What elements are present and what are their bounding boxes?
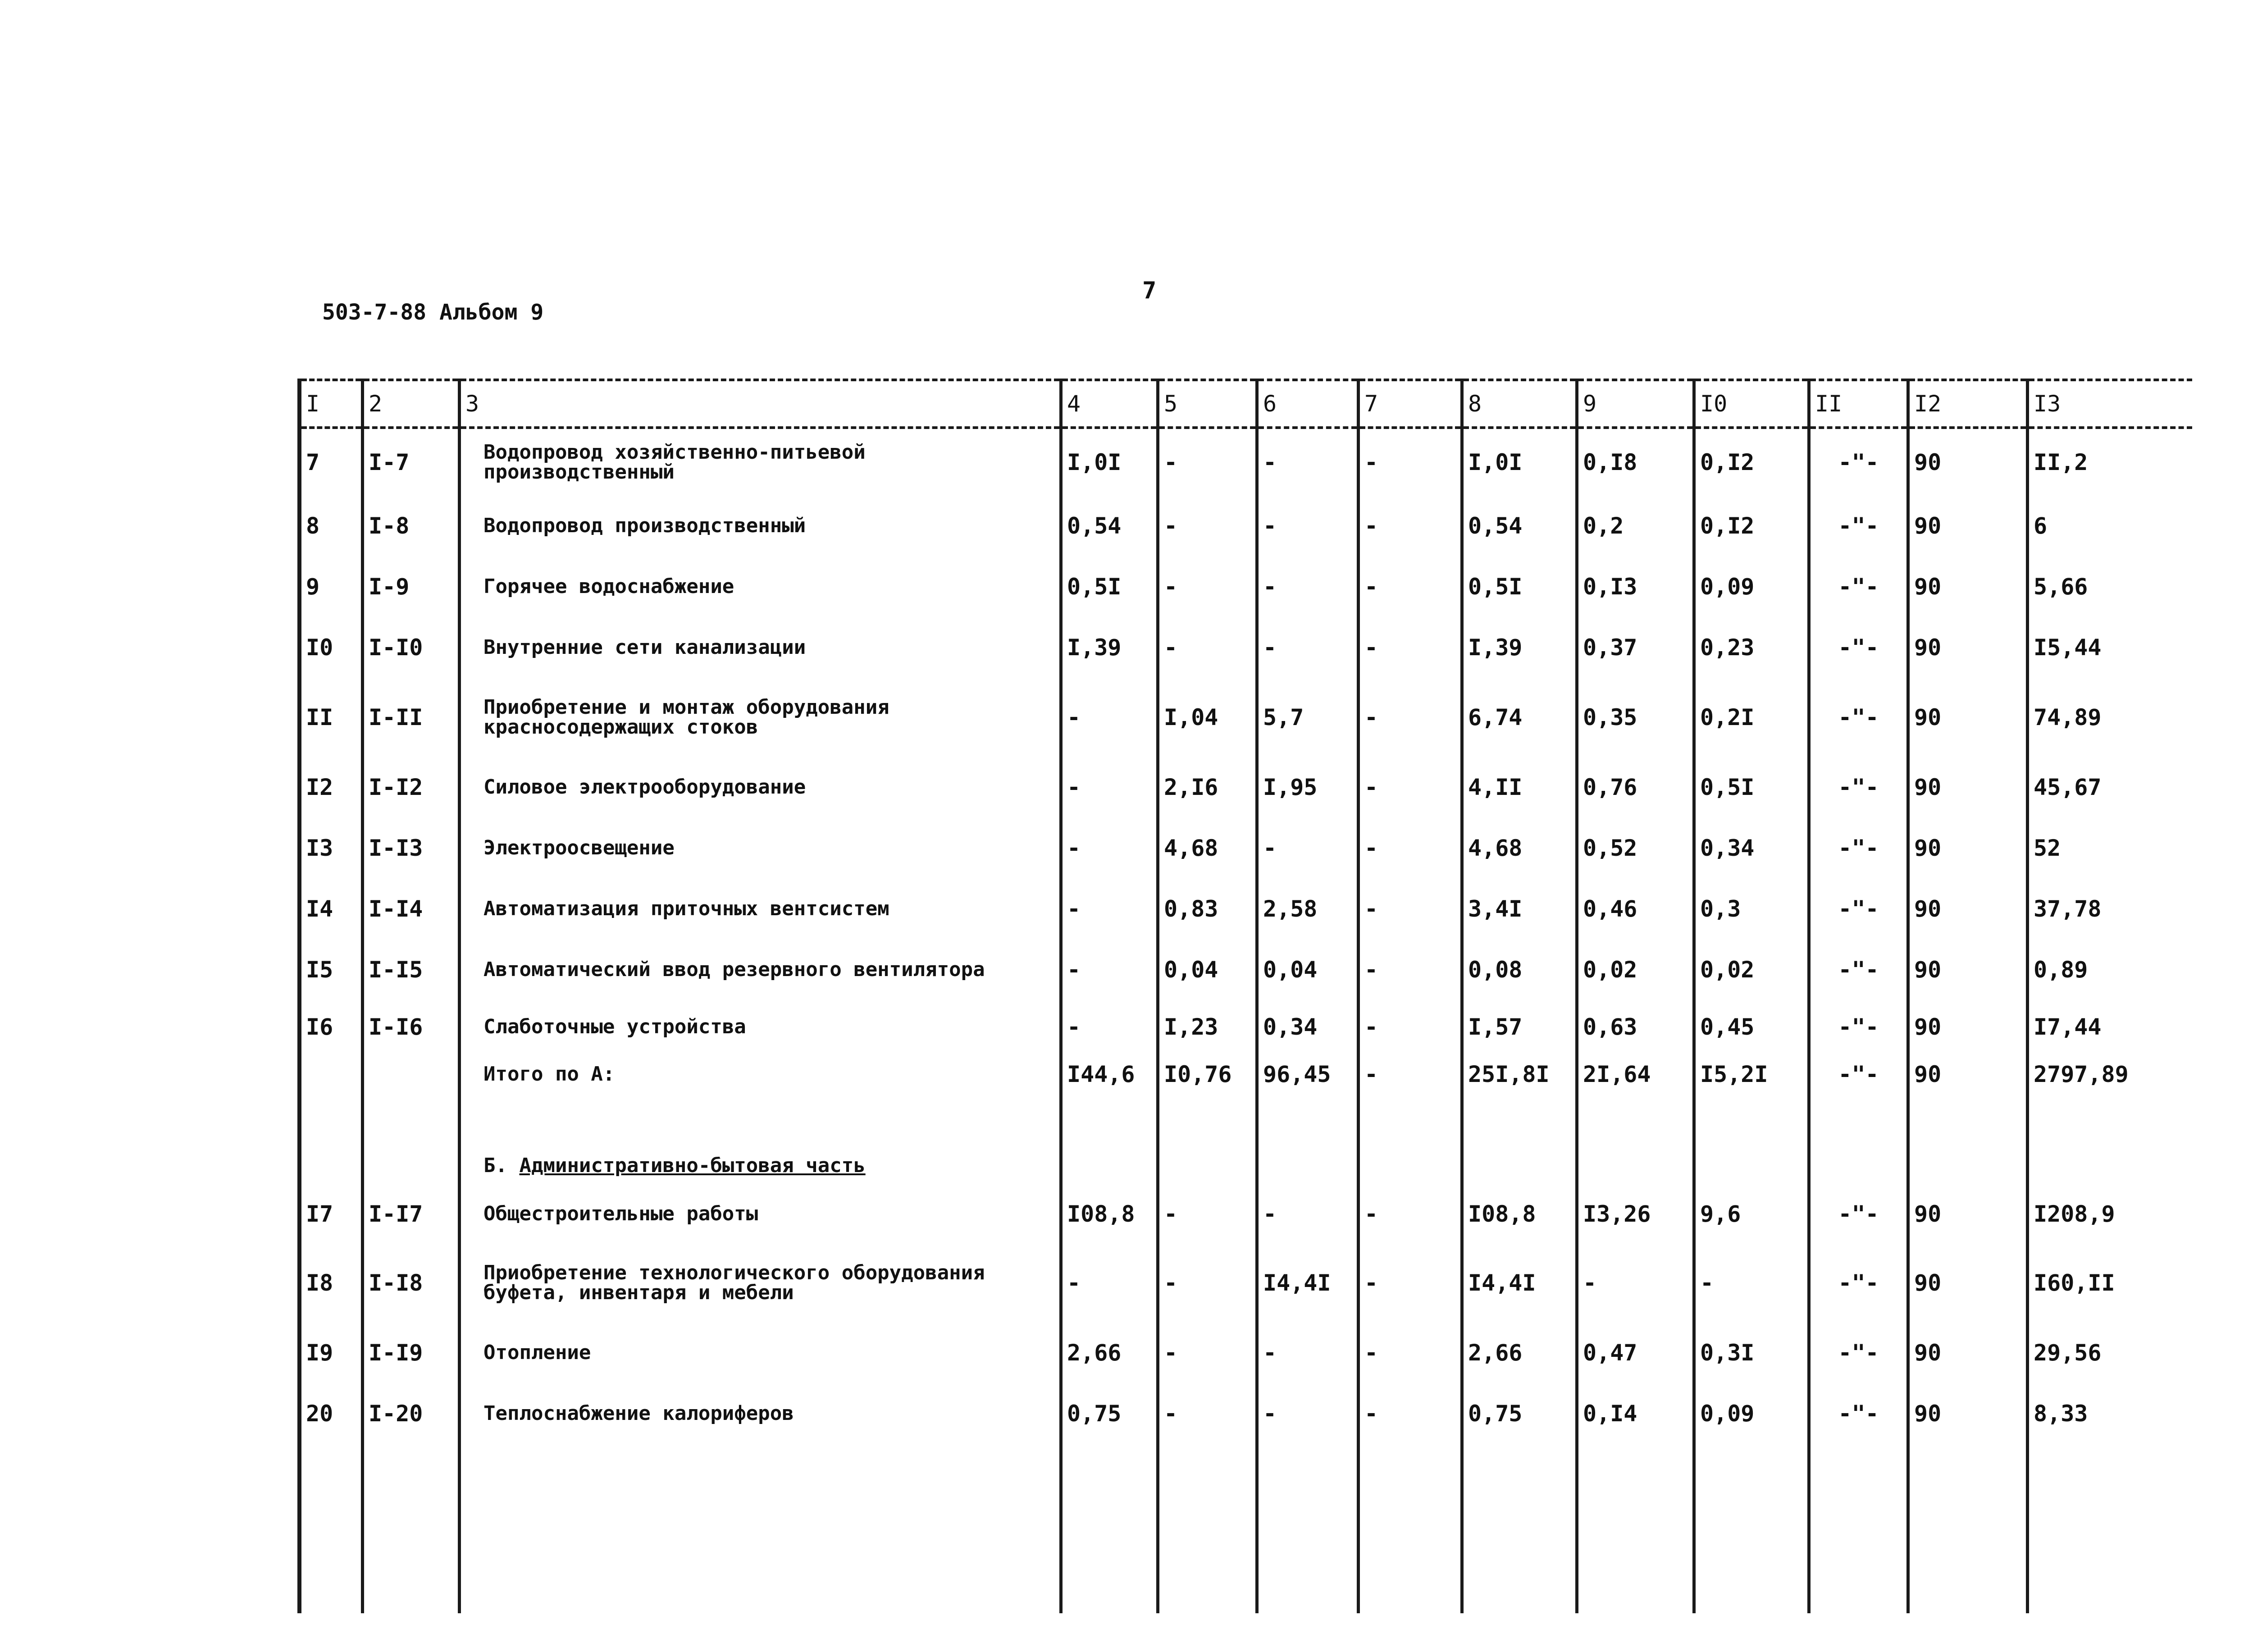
column-header: I2 (1908, 380, 2028, 428)
table-cell: I-I8 (363, 1243, 460, 1322)
table-cell: - (1359, 878, 1462, 939)
table-cell: - (1359, 556, 1462, 617)
table-cell: -"- (1809, 428, 1908, 495)
table-cell: I5,2I (1694, 1054, 1809, 1095)
table-row (300, 1243, 2192, 1322)
table-cell: 9 (300, 556, 363, 617)
table-cell: - (1158, 428, 1257, 495)
table-cell: 90 (1908, 428, 2028, 495)
table-cell: 90 (1908, 1000, 2028, 1054)
table-cell: 0,46 (1577, 878, 1694, 939)
item-description: Автоматический ввод резервного вентилятора (460, 939, 1061, 1000)
table-cell: -"- (1809, 556, 1908, 617)
table-cell: 0,54 (1462, 495, 1577, 556)
table-cell: -"- (1809, 1185, 1908, 1243)
table-cell (300, 1444, 363, 1613)
table-row (300, 1054, 2192, 1095)
table-cell: I9 (300, 1322, 363, 1383)
table-cell: 0,75 (1061, 1383, 1158, 1444)
table-cell: I44,6 (1061, 1054, 1158, 1095)
table-row (300, 1383, 2192, 1444)
table-cell (1158, 1444, 1257, 1613)
table-cell: - (1257, 556, 1359, 617)
table-cell: - (1257, 495, 1359, 556)
table-cell: I5,44 (2028, 617, 2192, 678)
table-cell: I,04 (1158, 678, 1257, 757)
section-prefix: Б. (483, 1154, 507, 1177)
item-description: Теплоснабжение калориферов (460, 1383, 1061, 1444)
table-cell: 8 (300, 495, 363, 556)
item-description: Слаботочные устройства (460, 1000, 1061, 1054)
table-cell: I08,8 (1462, 1185, 1577, 1243)
table-cell (1257, 1444, 1359, 1613)
table-cell (1359, 1444, 1462, 1613)
table-cell: 4,68 (1462, 817, 1577, 878)
table-cell: I208,9 (2028, 1185, 2192, 1243)
column-header: 8 (1462, 380, 1577, 428)
table-cell: -"- (1809, 1054, 1908, 1095)
table-cell: 0,3 (1694, 878, 1809, 939)
table-cell: 0,2 (1577, 495, 1694, 556)
table-cell: -"- (1809, 939, 1908, 1000)
table-cell: I60,II (2028, 1243, 2192, 1322)
table-cell: - (1359, 757, 1462, 817)
column-header: 7 (1359, 380, 1462, 428)
table-cell: - (1359, 495, 1462, 556)
table-cell (1359, 1095, 1462, 1185)
table-cell: - (1158, 556, 1257, 617)
table-cell: 0,04 (1158, 939, 1257, 1000)
table-cell: 90 (1908, 1054, 2028, 1095)
table-cell: 6 (2028, 495, 2192, 556)
column-header: 4 (1061, 380, 1158, 428)
table-cell: 90 (1908, 1322, 2028, 1383)
table-cell: 52 (2028, 817, 2192, 878)
table-cell: -"- (1809, 1000, 1908, 1054)
section-heading (460, 1095, 1061, 1185)
table-cell: 0,37 (1577, 617, 1694, 678)
column-header: II (1809, 380, 1908, 428)
table-cell: 90 (1908, 1243, 2028, 1322)
table-cell: - (1359, 617, 1462, 678)
table-cell: - (1061, 939, 1158, 1000)
table-cell: I4 (300, 878, 363, 939)
table-cell: 2,I6 (1158, 757, 1257, 817)
table-cell (1462, 1095, 1577, 1185)
table-cell: 5,7 (1257, 678, 1359, 757)
table-cell: I-I3 (363, 817, 460, 878)
table-cell: 2,66 (1061, 1322, 1158, 1383)
table-cell: 2,66 (1462, 1322, 1577, 1383)
table-cell: I,0I (1462, 428, 1577, 495)
table-cell (1061, 1444, 1158, 1613)
table-cell: 96,45 (1257, 1054, 1359, 1095)
column-header: 2 (363, 380, 460, 428)
table-cell: 0,2I (1694, 678, 1809, 757)
table-cell (1908, 1444, 2028, 1613)
table-cell: 2I,64 (1577, 1054, 1694, 1095)
table-cell (300, 1095, 363, 1185)
table-cell: - (1158, 1383, 1257, 1444)
table-cell: 90 (1908, 939, 2028, 1000)
table-cell: 37,78 (2028, 878, 2192, 939)
table-cell: 90 (1908, 617, 2028, 678)
table-cell: - (1061, 678, 1158, 757)
table-row (300, 556, 2192, 617)
table-cell: - (1359, 817, 1462, 878)
table-cell: I,0I (1061, 428, 1158, 495)
table-cell: 0,35 (1577, 678, 1694, 757)
table-cell: - (1359, 1054, 1462, 1095)
item-description: Электроосвещение (460, 817, 1061, 878)
table-cell (1061, 1095, 1158, 1185)
table-cell: 90 (1908, 678, 2028, 757)
table-cell: - (1257, 1383, 1359, 1444)
table-cell: -"- (1809, 678, 1908, 757)
table-cell: 90 (1908, 556, 2028, 617)
table-cell: I2 (300, 757, 363, 817)
table-cell: I-I2 (363, 757, 460, 817)
table-cell: 8,33 (2028, 1383, 2192, 1444)
table-cell: - (1359, 428, 1462, 495)
table-cell: 20 (300, 1383, 363, 1444)
table-cell: - (1359, 1185, 1462, 1243)
table-cell: 5,66 (2028, 556, 2192, 617)
table-cell (1462, 1444, 1577, 1613)
table-cell: I7,44 (2028, 1000, 2192, 1054)
table-cell: 0,I8 (1577, 428, 1694, 495)
section-heading-row (300, 1095, 2192, 1185)
item-description: Горячее водоснабжение (460, 556, 1061, 617)
table-cell: 2797,89 (2028, 1054, 2192, 1095)
table-cell: - (1359, 678, 1462, 757)
table-cell: - (1158, 1185, 1257, 1243)
table-cell: 0,I4 (1577, 1383, 1694, 1444)
table-cell: - (1061, 1243, 1158, 1322)
table-cell: - (1359, 1322, 1462, 1383)
album-label: 88 Альбом 9 (400, 300, 544, 325)
table-cell: I-9 (363, 556, 460, 617)
table-cell: - (1257, 428, 1359, 495)
table-cell: 9,6 (1694, 1185, 1809, 1243)
table-cell: 7 (300, 428, 363, 495)
table-cell: -"- (1809, 817, 1908, 878)
table-cell: 4,II (1462, 757, 1577, 817)
table-cell: 0,34 (1694, 817, 1809, 878)
table-cell: I-I9 (363, 1322, 460, 1383)
table-cell: 90 (1908, 757, 2028, 817)
column-header: 6 (1257, 380, 1359, 428)
table-cell (1577, 1095, 1694, 1185)
page-number: 7 (1142, 277, 1157, 304)
table-cell: -"- (1809, 495, 1908, 556)
document-code (322, 300, 543, 325)
table-row (300, 757, 2192, 817)
table-cell: 0,75 (1462, 1383, 1577, 1444)
table-cell: 0,34 (1257, 1000, 1359, 1054)
item-description: Водопровод хозяйственно-питьевой производственный (460, 428, 1061, 495)
table-cell: 0,52 (1577, 817, 1694, 878)
table-row (300, 878, 2192, 939)
item-description: Водопровод производственный (460, 495, 1061, 556)
table-cell (2028, 1095, 2192, 1185)
table-cell: - (1694, 1243, 1809, 1322)
table-cell: 0,83 (1158, 878, 1257, 939)
table-cell: 0,04 (1257, 939, 1359, 1000)
table-cell: -"- (1809, 1383, 1908, 1444)
table-cell: - (1359, 939, 1462, 1000)
item-description: Силовое электрооборудование (460, 757, 1061, 817)
table-cell: I3,26 (1577, 1185, 1694, 1243)
table-cell: 90 (1908, 495, 2028, 556)
table-cell: I08,8 (1061, 1185, 1158, 1243)
column-header: 5 (1158, 380, 1257, 428)
table-cell: 90 (1908, 1383, 2028, 1444)
table-cell: 45,67 (2028, 757, 2192, 817)
table-cell (1908, 1095, 2028, 1185)
table-cell: II,2 (2028, 428, 2192, 495)
table-cell: - (1359, 1000, 1462, 1054)
table-cell (363, 1095, 460, 1185)
table-cell: 4,68 (1158, 817, 1257, 878)
table-cell (363, 1054, 460, 1095)
table-cell: 0,09 (1694, 556, 1809, 617)
table-cell: 74,89 (2028, 678, 2192, 757)
table-cell: 0,63 (1577, 1000, 1694, 1054)
table-cell: I,23 (1158, 1000, 1257, 1054)
item-description: Приобретение и монтаж оборудования красносодержащих стоков (460, 678, 1061, 757)
table-cell: - (1061, 817, 1158, 878)
table-cell (1694, 1444, 1809, 1613)
table-cell: 0,I3 (1577, 556, 1694, 617)
table-cell: I-7 (363, 428, 460, 495)
column-header: I3 (2028, 380, 2192, 428)
column-header: 3 (460, 380, 1061, 428)
table-row (300, 617, 2192, 678)
column-header-row (300, 380, 2192, 428)
table-cell: -"- (1809, 878, 1908, 939)
table-cell: -"- (1809, 1322, 1908, 1383)
table-cell: 0,5I (1061, 556, 1158, 617)
document-number: 503-7- (322, 300, 401, 325)
table-cell: - (1061, 878, 1158, 939)
table-cell: - (1257, 1322, 1359, 1383)
table-cell: I4,4I (1257, 1243, 1359, 1322)
table-cell: - (1257, 1185, 1359, 1243)
table-cell: 0,09 (1694, 1383, 1809, 1444)
table-cell (1158, 1095, 1257, 1185)
table-cell: - (1061, 757, 1158, 817)
estimate-table (297, 379, 2192, 1613)
table-cell: I,39 (1061, 617, 1158, 678)
table-cell: - (1158, 1243, 1257, 1322)
table-cell: - (1158, 617, 1257, 678)
table-cell (363, 1444, 460, 1613)
section-title: Административно-бытовая часть (519, 1154, 866, 1177)
table-cell: 25I,8I (1462, 1054, 1577, 1095)
table-cell: 0,I2 (1694, 495, 1809, 556)
table-cell: I0 (300, 617, 363, 678)
table-cell: I,57 (1462, 1000, 1577, 1054)
table-row (300, 1322, 2192, 1383)
table-cell: 3,4I (1462, 878, 1577, 939)
table-cell: I5 (300, 939, 363, 1000)
item-description: Приобретение технологического оборудования буфета, инвентаря и мебели (460, 1243, 1061, 1322)
table-row (300, 817, 2192, 878)
table-cell: 0,08 (1462, 939, 1577, 1000)
column-header: I (300, 380, 363, 428)
table-row (300, 1185, 2192, 1243)
table-cell: 90 (1908, 817, 2028, 878)
table-cell: I-I7 (363, 1185, 460, 1243)
table-cell: -"- (1809, 617, 1908, 678)
table-cell: 0,23 (1694, 617, 1809, 678)
table-cell (1257, 1095, 1359, 1185)
table-row (300, 678, 2192, 757)
table-cell: 0,02 (1577, 939, 1694, 1000)
table-cell: -"- (1809, 757, 1908, 817)
table-cell: - (1158, 495, 1257, 556)
table-cell: 0,5I (1694, 757, 1809, 817)
table-cell: - (1158, 1322, 1257, 1383)
table-cell: 0,45 (1694, 1000, 1809, 1054)
column-header: I0 (1694, 380, 1809, 428)
table-cell: 0,3I (1694, 1322, 1809, 1383)
table-cell: 6,74 (1462, 678, 1577, 757)
table-cell: II (300, 678, 363, 757)
table-cell: I0,76 (1158, 1054, 1257, 1095)
table-cell: I,39 (1462, 617, 1577, 678)
table-cell: I-I4 (363, 878, 460, 939)
table-cell: 2,58 (1257, 878, 1359, 939)
table-cell: 29,56 (2028, 1322, 2192, 1383)
table-row (300, 1000, 2192, 1054)
table-cell: I,95 (1257, 757, 1359, 817)
table-cell: - (1257, 617, 1359, 678)
table-cell (2028, 1444, 2192, 1613)
table-cell: 90 (1908, 1185, 2028, 1243)
table-cell: 0,02 (1694, 939, 1809, 1000)
table-cell (1694, 1095, 1809, 1185)
table-cell: - (1577, 1243, 1694, 1322)
table-cell: I-8 (363, 495, 460, 556)
item-description: Внутренние сети канализации (460, 617, 1061, 678)
table-cell: - (1061, 1000, 1158, 1054)
empty-row (300, 1444, 2192, 1613)
table-row (300, 495, 2192, 556)
table-cell: - (1359, 1243, 1462, 1322)
table-cell: 90 (1908, 878, 2028, 939)
table-row (300, 428, 2192, 495)
table-cell: 0,I2 (1694, 428, 1809, 495)
table-cell: I-II (363, 678, 460, 757)
item-description: Итого по А: (460, 1054, 1061, 1095)
table-cell: - (1359, 1383, 1462, 1444)
table-cell: I3 (300, 817, 363, 878)
table-cell: I6 (300, 1000, 363, 1054)
table-cell: I-I5 (363, 939, 460, 1000)
table-cell: I4,4I (1462, 1243, 1577, 1322)
table-cell (300, 1054, 363, 1095)
table-cell: 0,47 (1577, 1322, 1694, 1383)
table-cell (1809, 1095, 1908, 1185)
item-description: Автоматизация приточных вентсистем (460, 878, 1061, 939)
table-cell: I7 (300, 1185, 363, 1243)
table-cell (1577, 1444, 1694, 1613)
table-cell: -"- (1809, 1243, 1908, 1322)
table-cell: 0,76 (1577, 757, 1694, 817)
item-description: Общестроительные работы (460, 1185, 1061, 1243)
table-cell: 0,54 (1061, 495, 1158, 556)
table-cell: - (1257, 817, 1359, 878)
table-cell: I8 (300, 1243, 363, 1322)
table-cell: 0,5I (1462, 556, 1577, 617)
table-cell: I-I0 (363, 617, 460, 678)
table-row (300, 939, 2192, 1000)
table-cell: I-I6 (363, 1000, 460, 1054)
column-header: 9 (1577, 380, 1694, 428)
table-cell: 0,89 (2028, 939, 2192, 1000)
table-cell (1809, 1444, 1908, 1613)
table-cell: I-20 (363, 1383, 460, 1444)
table-cell (460, 1444, 1061, 1613)
item-description: Отопление (460, 1322, 1061, 1383)
